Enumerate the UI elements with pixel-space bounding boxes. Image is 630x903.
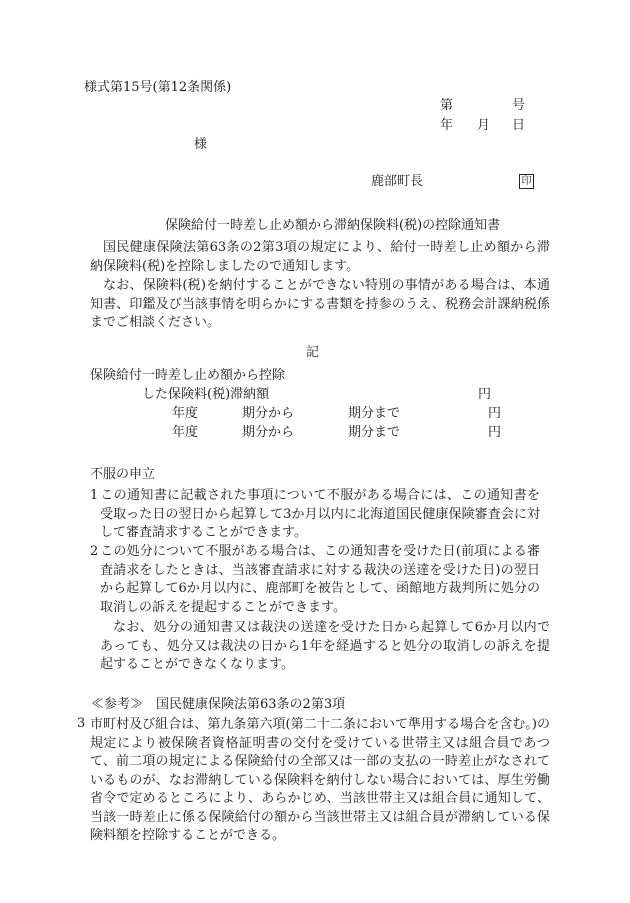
row1-yen: 円 (488, 406, 502, 421)
issuer-name: 鹿部町長 (371, 174, 424, 189)
date-year: 年 (440, 118, 454, 133)
reference-heading: ≪参考≫ 国民健康保険法第63条の2第3項 (91, 697, 346, 712)
appeal-note: なお、処分の通知書又は裁決の送達を受けた日から起算して6か月以内であっても、処分又は裁決の日から1年を経過すると処分の取消しの訴えを提起することができなくなります。 (100, 620, 550, 672)
row2-yen: 円 (488, 425, 502, 440)
row1-to: 期分まで (348, 406, 401, 421)
ki-marker: 記 (306, 345, 320, 360)
appeal-item-1-number: 1 (90, 488, 99, 503)
appeal-heading: 不服の申立 (90, 467, 156, 482)
seal-stamp: 印 (519, 174, 534, 189)
date-month: 月 (477, 118, 491, 133)
appeal-item-2-number: 2 (90, 544, 99, 559)
intro-paragraph-1: 国民健康保険法第63条の2第3項の規定により、給付一時差し止め額から滞納保険料(税)を控除しましたので通知します。 (90, 240, 550, 274)
row1-from: 期分から (242, 406, 295, 421)
reference-clause-number: 3 (77, 716, 86, 731)
addressee-sama: 様 (194, 137, 208, 152)
number-go: 号 (512, 98, 526, 113)
appeal-item-1-text: この通知書に記載された事項について不服がある場合には、この通知書を受取った日の翌日から起算して3か月以内に北海道国民健康保険審査会に対して審査請求することができます。 (100, 488, 540, 540)
document-title: 保険給付一時差し止め額から滞納保険料(税)の控除通知書 (165, 218, 501, 233)
form-number: 様式第15号(第12条関係) (84, 80, 232, 95)
intro-paragraph-2: なお、保険料(税)を納付することができない特別の事情がある場合は、本通知書、印鑑及び当該事情を明らかにする書類を持参のうえ、税務会計課納税係までご相談ください。 (90, 278, 550, 330)
reference-clause-text: 市町村及び組合は、第九条第六項(第二十二条において準用する場合を含む。)の規定により被保険者資格証明書の交付を受けている世帯主又は組合員であつて、前二項の規定による保険給付の全部又は一部の支払の一時差止がなされているものが、なお滞納している保険料を納付しない場合においては、厚生労働省令で定めるところにより、あらかじめ、当該世帯主又は組合員に通知して、当該一時差止に係る保険給付の額から当該世帯主又は組合員が滞納している保険料額を控除することができる。 (90, 717, 550, 843)
row2-to: 期分まで (348, 425, 401, 440)
date-day: 日 (512, 118, 526, 133)
row2-nendo: 年度 (172, 425, 199, 440)
row1-nendo: 年度 (172, 406, 199, 421)
number-dai: 第 (440, 98, 454, 113)
deduction-label-line2: した保険料(税)滞納額 (142, 387, 270, 402)
deduction-label-line1: 保険給付一時差し止め額から控除 (90, 368, 286, 383)
appeal-item-2-text: この処分について不服がある場合は、この通知書を受けた日(前項による審査請求をしたときは、当該審査請求に対する裁決の送達を受けた日)の翌日から起算して6か月以内に、鹿部町を被告として、函館地方裁判所に処分の取消しの訴えを提起することができます。 (100, 544, 540, 615)
row2-from: 期分から (242, 425, 295, 440)
deduction-total-yen: 円 (478, 387, 492, 402)
